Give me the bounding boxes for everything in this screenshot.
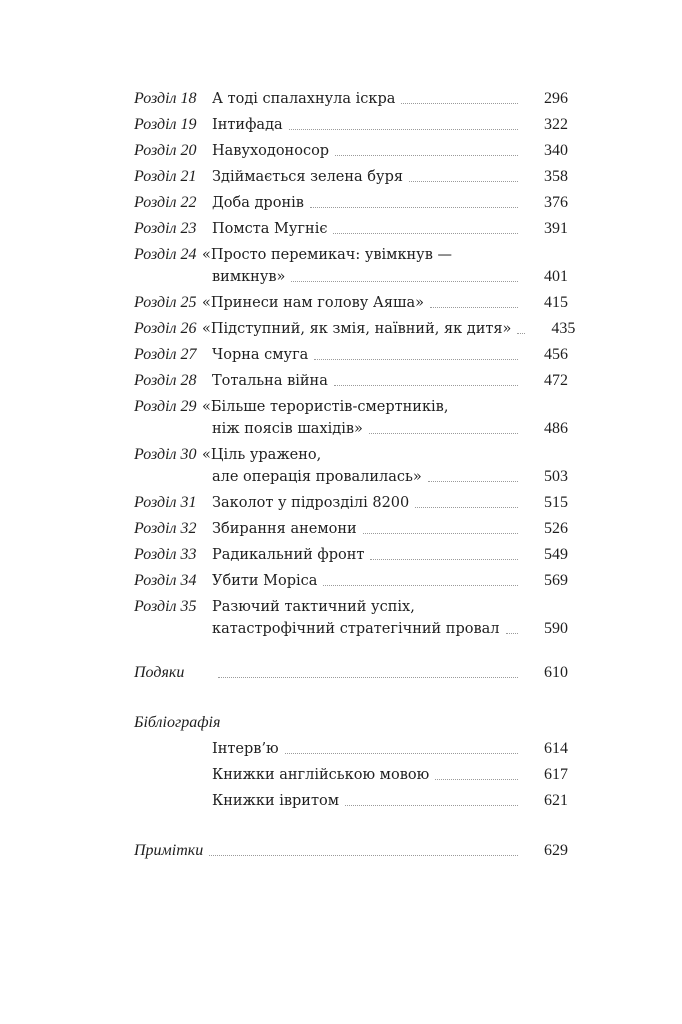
chapter-title: Доба дронів (212, 195, 304, 211)
page-number: 526 (544, 520, 568, 537)
chapter-label: Розділ 18 (134, 90, 197, 107)
chapter-title: вимкнув» (212, 269, 286, 285)
bibliography-title: Книжки івритом (212, 793, 340, 809)
chapter-title: Помста Мугніє (212, 221, 328, 237)
toc-entry-chapter[interactable] (134, 492, 568, 514)
page-number: 296 (544, 90, 568, 107)
chapter-label: Розділ 21 (134, 168, 197, 185)
dot-leader (428, 480, 518, 482)
chapter-title: але операція провалилась» (212, 469, 422, 485)
page-number: 549 (544, 546, 568, 563)
chapter-label: Розділ 26 (134, 320, 197, 337)
page-number: 376 (544, 194, 568, 211)
chapter-label: Розділ 31 (134, 494, 197, 511)
toc-entry-chapter[interactable] (134, 344, 568, 366)
page-number: 358 (544, 168, 568, 185)
dot-leader (209, 854, 518, 856)
page-number: 435 (551, 320, 576, 337)
toc-entry-chapter[interactable] (134, 166, 568, 188)
toc-entry-chapter[interactable] (134, 518, 568, 540)
chapter-title: катастрофічний стратегічний провал (212, 621, 500, 637)
chapter-label: Розділ 27 (134, 346, 197, 363)
chapter-title: ніж поясів шахідів» (212, 421, 363, 437)
toc-entry-chapter[interactable] (134, 444, 568, 488)
dot-leader (291, 280, 518, 282)
toc-entry-chapter[interactable] (134, 396, 568, 440)
dot-leader (334, 384, 518, 386)
toc-entry-acknowledgments[interactable] (134, 662, 568, 684)
dot-leader (289, 128, 518, 130)
page-number: 629 (544, 842, 568, 859)
chapter-title: Радикальний фронт (212, 547, 365, 563)
bibliography-list (134, 738, 568, 812)
page-number: 456 (544, 346, 568, 363)
dot-leader (345, 804, 518, 806)
page-number: 415 (544, 294, 568, 311)
toc-entry-chapter[interactable] (134, 318, 576, 340)
toc-entry-bibliography-item[interactable] (134, 764, 568, 786)
toc-entry-chapter[interactable] (134, 370, 568, 392)
page-number: 401 (544, 268, 568, 285)
chapter-label: Розділ 19 (134, 116, 197, 133)
chapter-title: «Ціль уражено, (202, 447, 322, 463)
chapter-title: Тотальна війна (212, 373, 328, 389)
toc-entry-notes[interactable] (134, 840, 568, 862)
toc-entry-chapter[interactable] (134, 140, 568, 162)
chapter-title: Заколот у підрозділі 8200 (212, 495, 410, 511)
page-number: 515 (544, 494, 568, 511)
chapter-title: «Підступний, як змія, наївний, як дитя» (202, 321, 512, 337)
dot-leader (401, 102, 518, 104)
entry-label: Подяки (134, 664, 185, 681)
dot-leader (218, 676, 518, 678)
dot-leader (370, 558, 518, 560)
toc-entry-chapter[interactable] (134, 218, 568, 240)
chapter-label: Розділ 29 (134, 398, 197, 415)
toc-entry-bibliography-item[interactable] (134, 790, 568, 812)
page-number: 486 (544, 420, 568, 437)
toc-entry-chapter[interactable] (134, 244, 568, 288)
chapter-list (134, 88, 576, 640)
table-of-contents (134, 88, 576, 866)
dot-leader (323, 584, 518, 586)
toc-entry-chapter[interactable] (134, 292, 568, 314)
chapter-title: Інтифада (212, 117, 283, 133)
chapter-label: Розділ 30 (134, 446, 197, 463)
chapter-label: Розділ 23 (134, 220, 197, 237)
chapter-title: Разючий тактичний успіх, (212, 599, 415, 615)
chapter-title: «Принеси нам голову Аяша» (202, 295, 424, 311)
page-number: 472 (544, 372, 568, 389)
chapter-label: Розділ 25 (134, 294, 197, 311)
page-number: 340 (544, 142, 568, 159)
toc-entry-chapter[interactable] (134, 88, 568, 110)
chapter-label: Розділ 35 (134, 598, 197, 615)
page-number: 617 (544, 766, 568, 783)
chapter-title: Убити Моріса (212, 573, 318, 589)
toc-entry-chapter[interactable] (134, 192, 568, 214)
page-number: 621 (544, 792, 568, 809)
bibliography-heading: Бібліографія (134, 714, 221, 731)
dot-leader (435, 778, 518, 780)
page-number: 614 (544, 740, 568, 757)
dot-leader (506, 632, 519, 634)
toc-entry-bibliography-item[interactable] (134, 738, 568, 760)
dot-leader (335, 154, 518, 156)
dot-leader (409, 180, 518, 182)
dot-leader (517, 332, 525, 334)
entry-label: Примітки (134, 842, 204, 859)
dot-leader (333, 232, 518, 234)
chapter-title: Чорна смуга (212, 347, 309, 363)
dot-leader (415, 506, 518, 508)
chapter-title: «Просто перемикач: увімкнув — (202, 247, 452, 263)
dot-leader (314, 358, 518, 360)
chapter-label: Розділ 32 (134, 520, 197, 537)
dot-leader (285, 752, 518, 754)
page-number: 569 (544, 572, 568, 589)
bibliography-title: Книжки англійською мовою (212, 767, 430, 783)
chapter-title: А тоді спалахнула іскра (212, 91, 396, 107)
toc-entry-chapter[interactable] (134, 596, 568, 640)
chapter-title: Збирання анемони (212, 521, 357, 537)
chapter-title: Здіймається зелена буря (212, 169, 403, 185)
toc-entry-chapter[interactable] (134, 570, 568, 592)
page-number: 590 (544, 620, 568, 637)
chapter-label: Розділ 28 (134, 372, 197, 389)
page-number: 391 (544, 220, 568, 237)
bibliography-title: Інтерв’ю (212, 741, 279, 757)
dot-leader (369, 432, 518, 434)
page-number: 322 (544, 116, 568, 133)
toc-entry-chapter[interactable] (134, 544, 568, 566)
page-number: 610 (544, 664, 568, 681)
dot-leader (310, 206, 518, 208)
chapter-label: Розділ 22 (134, 194, 197, 211)
dot-leader (430, 306, 518, 308)
chapter-label: Розділ 33 (134, 546, 197, 563)
toc-entry-chapter[interactable] (134, 114, 568, 136)
chapter-label: Розділ 34 (134, 572, 197, 589)
chapter-label: Розділ 20 (134, 142, 197, 159)
dot-leader (363, 532, 518, 534)
chapter-label: Розділ 24 (134, 246, 197, 263)
page-number: 503 (544, 468, 568, 485)
chapter-title: Навуходоносор (212, 143, 330, 159)
chapter-title: «Більше терористів-смертників, (202, 399, 449, 415)
